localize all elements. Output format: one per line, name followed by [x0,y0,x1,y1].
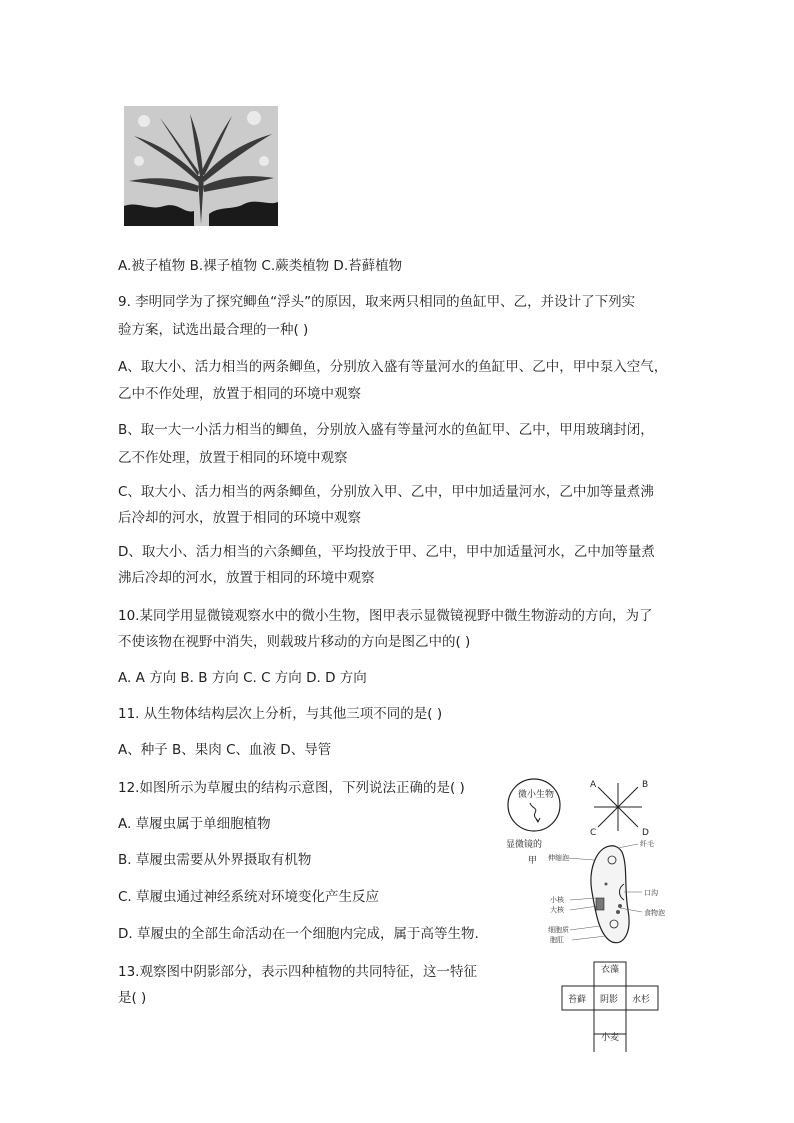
swimming-arrow-icon [530,803,538,821]
direction-cross [594,783,642,831]
q10-stem-line1: 10.某同学用显微镜观察水中的微小生物，图甲表示显微镜视野中微生物游动的方向，为了 [118,608,653,624]
q13-stem-line1: 13.观察图中阴影部分，表示四种植物的共同特征，这一特征 [118,964,477,980]
macronucleus [596,898,604,910]
q9-option-d-line1: D、取大小、活力相当的六条鲫鱼，平均投放于甲、乙中，甲中加适量河水，乙中加等量煮 [118,544,655,560]
q11-stem: 11. 从生物体结构层次上分析，与其他三项不同的是( ) [118,706,443,722]
q11-options: A、种子 B、果肉 C、血液 D、导管 [118,742,332,758]
paramecium-diagram [548,840,668,950]
label-food-vacuole: 食物泡 [644,909,665,917]
q9-stem-line1: 9. 李明同学为了探究鲫鱼“浮头”的原因，取来两只相同的鱼缸甲、乙，并设计了下列实 [118,294,636,310]
direction-d-label: D [642,828,649,838]
plant-feature-diagram [560,960,660,1054]
microorganism-label: 微小生物 [518,790,555,800]
q9-option-a-line1: A、取大小、活力相当的两条鲫鱼，分别放入盛有等量河水的鱼缸甲、乙中，甲中泵入空气， [118,359,668,375]
q12-option-b: B. 草履虫需要从外界摄取有机物 [118,852,312,868]
q13-stem-line2: 是( ) [118,990,147,1006]
q10-stem-line2: 不使该物在视野中消失，则载玻片移动的方向是图乙中的( ) [118,634,471,650]
q9-option-d-line2: 沸后冷却的河水，放置于相同的环境中观察 [118,570,375,586]
label-cilia: 纤毛 [640,840,654,848]
q9-option-c-line1: C、取大小、活力相当的两条鲫鱼，分别放入甲、乙中，甲中加适量河水，乙中加等量煮沸 [118,484,654,500]
q12-stem: 12.如图所示为草履虫的结构示意图，下列说法正确的是( ) [118,780,465,796]
q12-option-d: D. 草履虫的全部生命活动在一个细胞内完成，属于高等生物. [118,926,479,942]
direction-c-label: C [590,828,597,838]
direction-a-label: A [590,780,597,790]
plant-photo [124,106,278,226]
label-macronucleus: 大核 [550,906,564,914]
label-contractile-vacuole: 伸缩泡 [548,854,569,862]
cell-bottom: 小麦 [601,1033,620,1043]
q8-options: A.被子植物 B.裸子植物 C.蕨类植物 D.苔藓植物 [118,258,403,274]
q12-option-a: A. 草履虫属于单细胞植物 [118,816,271,832]
label-anal-pore: 胞肛 [550,936,564,944]
q9-option-b-line1: B、取一大一小活力相当的鲫鱼，分别放入盛有等量河水的鱼缸甲、乙中，甲用玻璃封闭， [118,422,654,438]
q12-option-c: C. 草履虫通过神经系统对环境变化产生反应 [118,889,380,905]
field-of-view-circle [508,779,560,831]
q9-stem-line2: 验方案，试选出最合理的一种( ) [118,322,309,338]
direction-b-label: B [642,780,649,790]
label-oral-groove: 口沟 [644,889,658,897]
cell-top: 衣藻 [601,965,620,975]
cell-left: 苔藓 [568,995,587,1005]
q9-option-a-line2: 乙中不作处理，放置于相同的环境中观察 [118,386,361,402]
microscope-caption-line2: 甲 [528,856,538,866]
microscope-caption-line1: 显微镜的 [506,840,543,850]
cell-body [591,846,629,943]
cell-center-shaded: 阴影 [600,995,619,1005]
q9-option-c-line2: 后冷却的河水，放置于相同的环境中观察 [118,510,361,526]
cell-right: 水杉 [632,995,651,1005]
q9-option-b-line2: 乙不作处理，放置于相同的环境中观察 [118,450,348,466]
label-micronucleus: 小核 [550,896,564,904]
q10-options: A. A 方向 B. B 方向 C. C 方向 D. D 方向 [118,670,367,686]
label-cytoplasm: 细胞质 [548,926,569,934]
